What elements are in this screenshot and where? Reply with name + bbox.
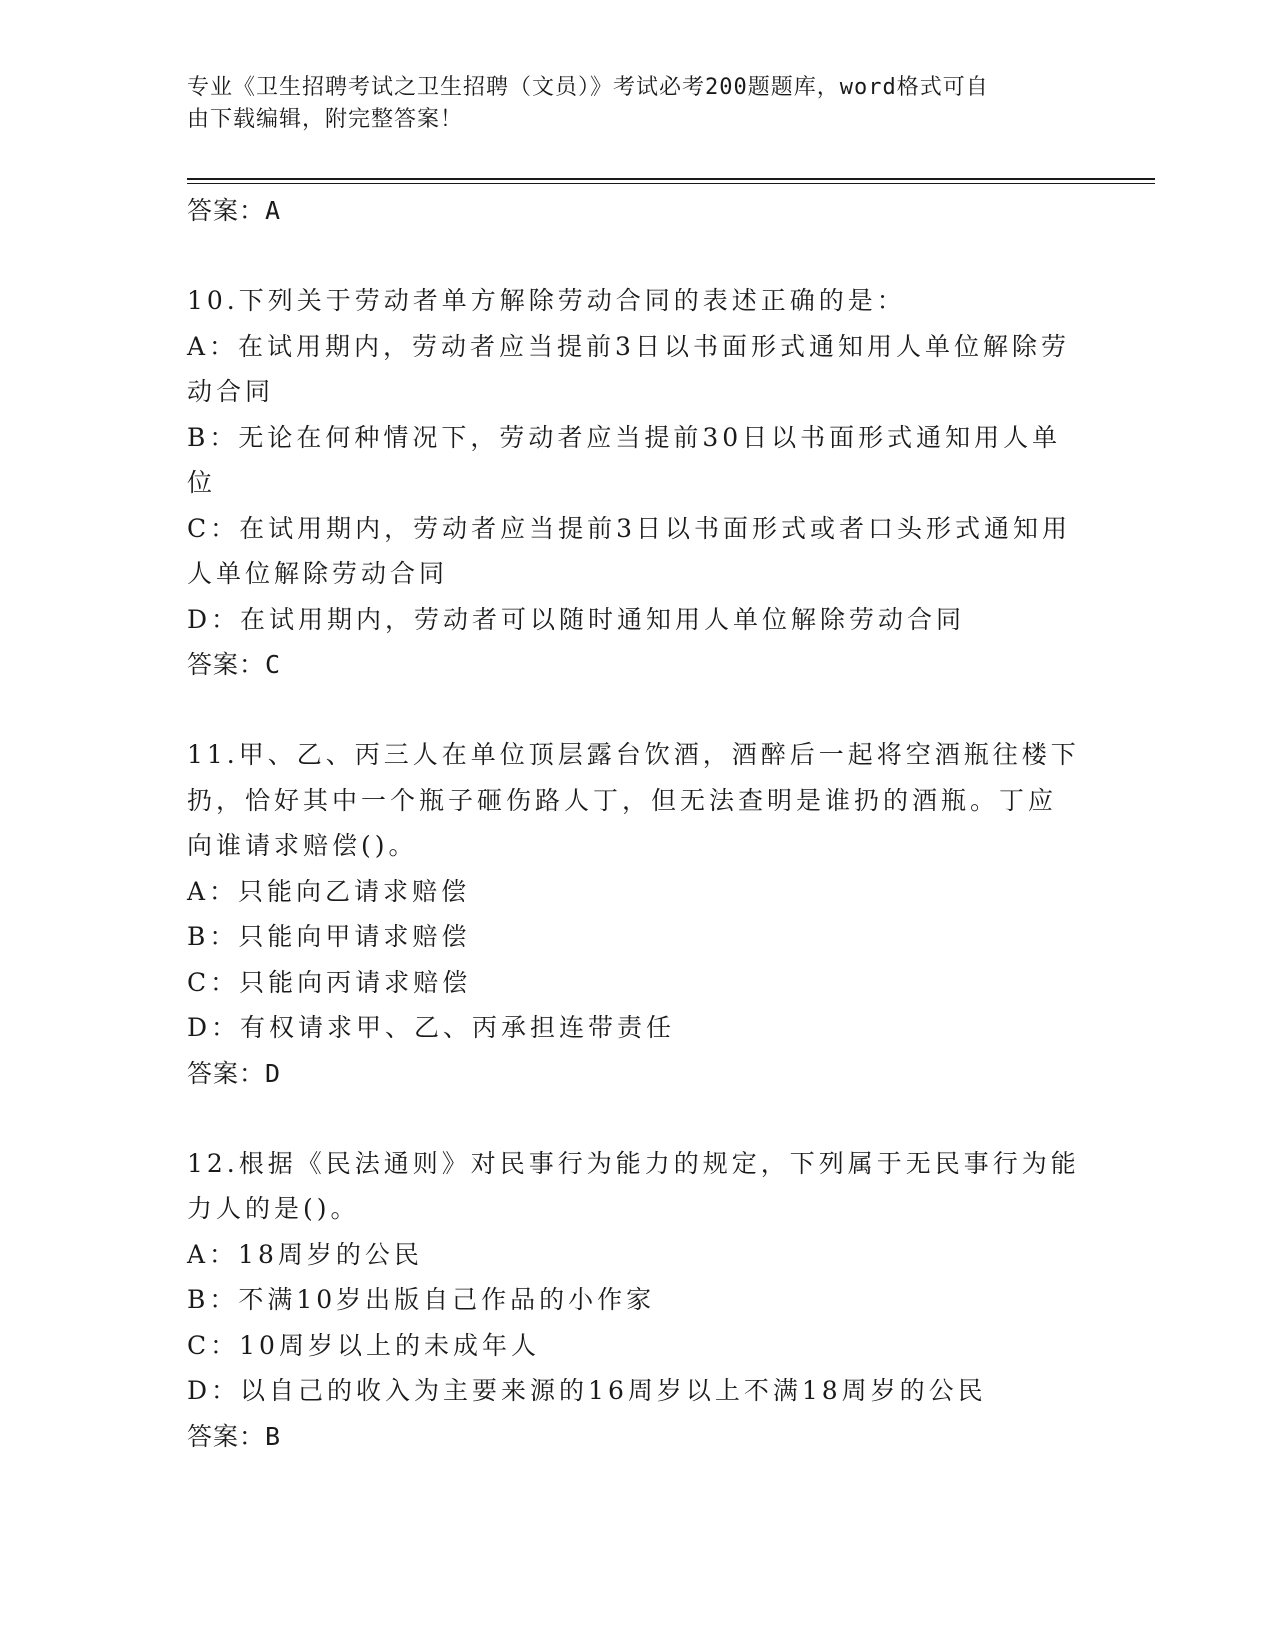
option-text: 位 (187, 468, 217, 497)
question-text: 10.下列关于劳动者单方解除劳动合同的表述正确的是： (187, 286, 906, 315)
question-block (187, 278, 1072, 688)
answer-key: 答案：B (187, 1421, 282, 1451)
answer-option (187, 324, 1070, 415)
answer-option (187, 1323, 1067, 1369)
option-text: 动合同 (187, 377, 275, 406)
answer-option (187, 869, 1067, 915)
option-text: C：10周岁以上的未成年人 (187, 1330, 540, 1360)
question-block (187, 732, 1080, 1097)
question-text: 12.根据《民法通则》对民事行为能力的规定，下列属于无民事行为能 (187, 1148, 1080, 1178)
question-text: 力人的是()。 (187, 1194, 360, 1223)
option-text: C：只能向丙请求赔偿 (187, 967, 472, 997)
question-list (187, 188, 1080, 1460)
answer-option (187, 914, 1067, 960)
page-header (187, 72, 1067, 136)
answer-option (187, 1368, 1067, 1414)
question-spacer (187, 688, 1067, 732)
answer-option (187, 1277, 1067, 1323)
option-text: C：在试用期内，劳动者应当提前3日以书面形式或者口头形式通知用 (187, 513, 1072, 543)
question-block (187, 1141, 1080, 1460)
header-line-1: 专业《卫生招聘考试之卫生招聘（文员）》考试必考200题题库，word格式可自 (187, 75, 989, 100)
option-text: A：只能向乙请求赔偿 (187, 876, 471, 906)
previous-answer: 答案：A (187, 196, 282, 225)
answer-option (187, 1005, 1067, 1051)
header-divider-thick (187, 178, 1155, 180)
header-line-2: 由下载编辑，附完整答案！ (187, 107, 464, 132)
answer-option (187, 597, 1067, 643)
answer-key: 答案：D (187, 1058, 282, 1088)
option-text: B：无论在何种情况下，劳动者应当提前30日以书面形式通知用人单 (187, 422, 1062, 452)
option-text: 人单位解除劳动合同 (187, 559, 449, 588)
answer-option (187, 1232, 1067, 1278)
answer-option (187, 506, 1072, 597)
option-text: D：以自己的收入为主要来源的16周岁以上不满18周岁的公民 (187, 1376, 987, 1405)
answer-option (187, 960, 1067, 1006)
option-text: A：在试用期内，劳动者应当提前3日以书面形式通知用人单位解除劳 (187, 331, 1070, 361)
option-text: D：在试用期内，劳动者可以随时通知用人单位解除劳动合同 (187, 604, 966, 634)
option-text: A：18周岁的公民 (187, 1239, 423, 1269)
option-text: D：有权请求甲、乙、丙承担连带责任 (187, 1013, 676, 1042)
header-divider-thin (187, 183, 1155, 184)
question-text: 向谁请求赔偿()。 (187, 831, 418, 860)
option-text: B：只能向甲请求赔偿 (187, 922, 471, 951)
question-spacer (187, 234, 1067, 278)
answer-option (187, 415, 1067, 506)
question-text: 扔，恰好其中一个瓶子砸伤路人丁，但无法查明是谁扔的酒瓶。丁应 (187, 785, 1058, 815)
question-spacer (187, 1097, 1067, 1141)
option-text: B：不满10岁出版自己作品的小作家 (187, 1285, 656, 1314)
answer-key: 答案：C (187, 650, 282, 679)
question-text: 11.甲、乙、丙三人在单位顶层露台饮酒，酒醉后一起将空酒瓶往楼下 (187, 740, 1080, 769)
